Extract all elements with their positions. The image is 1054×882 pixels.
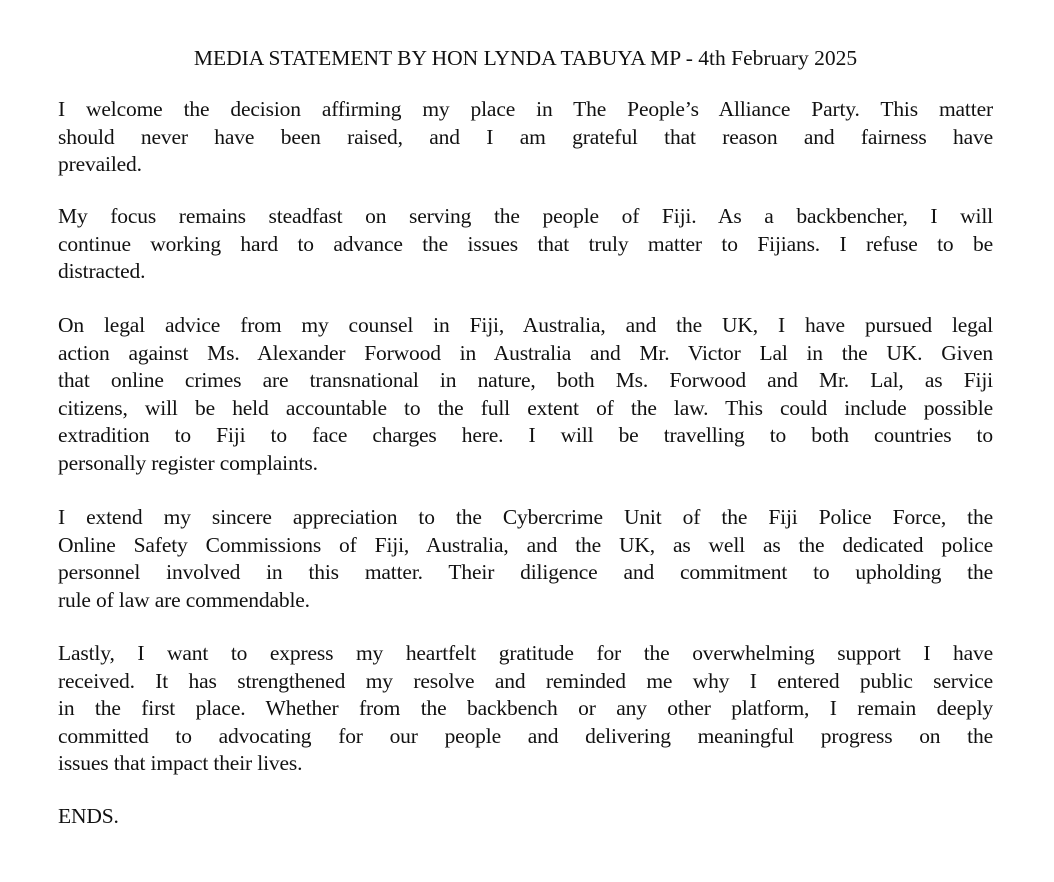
paragraph-line: distracted.	[58, 259, 146, 284]
closing-block	[58, 803, 993, 831]
paragraph-line: in the first place. Whether from the backbench or any other platform, I remain deeply	[58, 696, 993, 721]
paragraph-line: issues that impact their lives.	[58, 751, 303, 776]
paragraph-line: prevailed.	[58, 152, 142, 177]
paragraph-line: that online crimes are transnational in nature, both Ms. Forwood and Mr. Lal, as Fiji	[58, 368, 993, 393]
paragraph-line: I extend my sincere appreciation to the Cybercrime Unit of the Fiji Police Force, the	[58, 505, 993, 529]
paragraph-line: My focus remains steadfast on serving the people of Fiji. As a backbencher, I will	[58, 204, 993, 228]
paragraph-line: received. It has strengthened my resolve and reminded me why I entered public service	[58, 668, 993, 693]
paragraph-line: personally register complaints.	[58, 450, 318, 475]
paragraph-line: rule of law are commendable.	[58, 587, 310, 612]
paragraph-line: I welcome the decision affirming my place in The People’s Alliance Party. This matter	[58, 97, 993, 121]
paragraph-line: extradition to Fiji to face charges here. I will be travelling to both countries to	[58, 423, 993, 448]
statement-title: MEDIA STATEMENT BY HON LYNDA TABUYA MP - 4th February 2025	[193, 46, 858, 70]
paragraph-line: On legal advice from my counsel in Fiji, Australia, and the UK, I have pursued legal	[58, 313, 993, 337]
paragraph-line: action against Ms. Alexander Forwood in Australia and Mr. Victor Lal in the UK. Given	[58, 340, 993, 365]
paragraph-gratitude	[58, 640, 993, 778]
paragraph-line: committed to advocating for our people and delivering meaningful progress on the	[58, 723, 993, 748]
paragraph-legal-action	[58, 312, 993, 478]
closing-ends: ENDS.	[58, 804, 119, 828]
paragraph-appreciation	[58, 504, 993, 614]
paragraph-line: Online Safety Commissions of Fiji, Australia, and the UK, as well as the dedicated police	[58, 532, 993, 557]
paragraph-line: citizens, will be held accountable to the full extent of the law. This could include possible	[58, 395, 993, 420]
paragraph-party-decision	[58, 96, 993, 179]
paragraph-line: should never have been raised, and I am grateful that reason and fairness have	[58, 124, 993, 149]
paragraph-line: continue working hard to advance the issues that truly matter to Fijians. I refuse to be	[58, 231, 993, 256]
paragraph-line: Lastly, I want to express my heartfelt gratitude for the overwhelming support I have	[58, 641, 993, 665]
paragraph-focus	[58, 203, 993, 286]
paragraph-line: personnel involved in this matter. Their diligence and commitment to upholding the	[58, 560, 993, 585]
